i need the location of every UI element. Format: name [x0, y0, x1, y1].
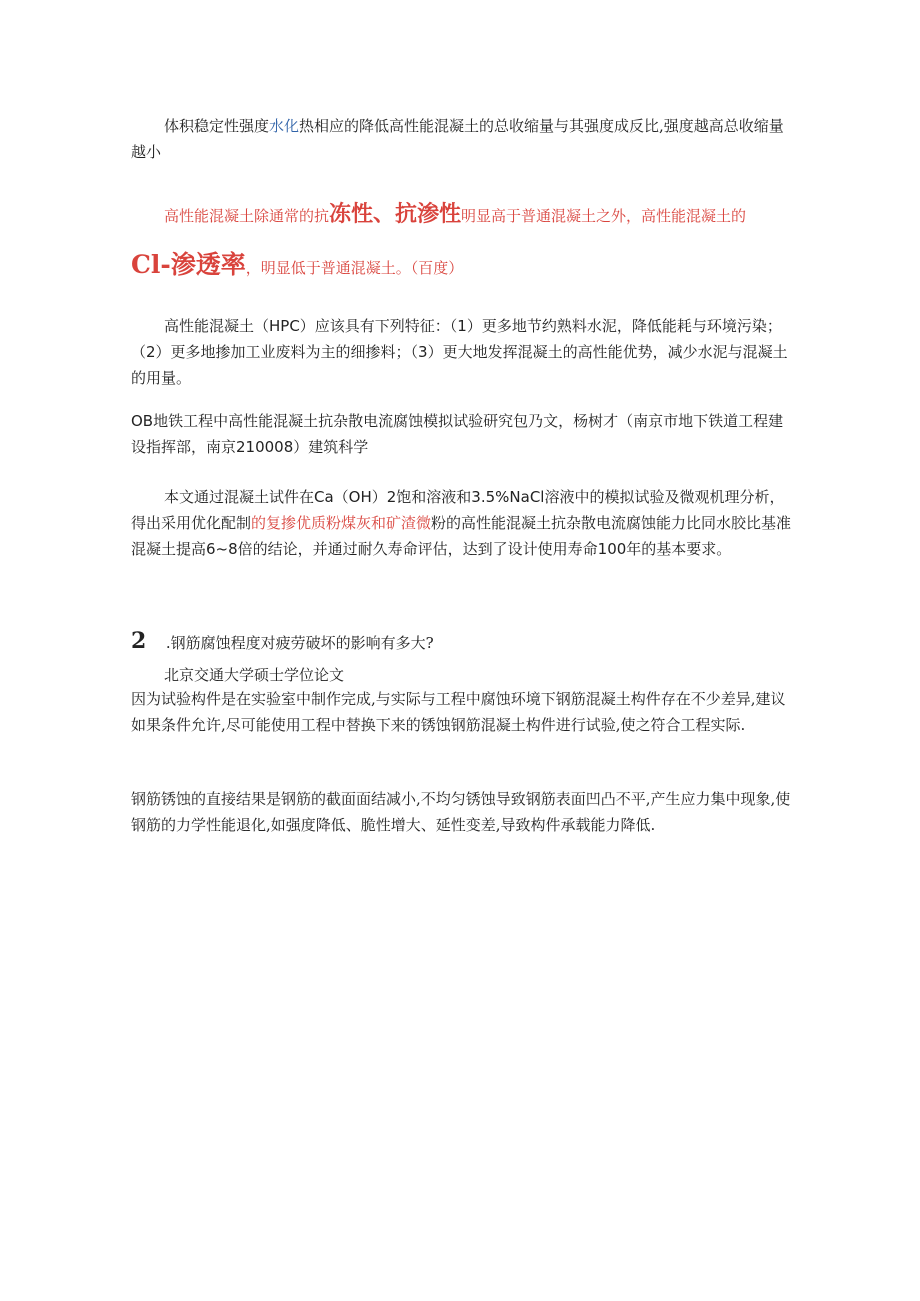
- section-2-heading: [131, 628, 793, 656]
- paragraph-test-components: [131, 686, 793, 738]
- p6-c: 粉的高性能混凝土抗杂散电流腐蚀能力比同水胶比基准混凝土提高6~8倍的结论，并通过耐久寿命评估，达到了设计使用寿命100年的基本要求。: [131, 514, 792, 558]
- source-text: 北京交通大学硕士学位论文: [164, 666, 345, 684]
- section-title: .钢筋腐蚀程度对疲劳破坏的影响有多大?: [165, 634, 434, 652]
- p4-text: 高性能混凝土（HPC）应该具有下列特征：（1）更多地节约熟料水泥，降低能耗与环境污染；（2）更多地掺加工业废料为主的细掺料；（3）更大地发挥混凝土的高性能优势，减少水泥与混凝土的用量。: [131, 317, 788, 387]
- p2-b: 冻性、抗渗性: [329, 202, 462, 227]
- paragraph-reference-citation: [131, 408, 793, 460]
- para2-text: 钢筋锈蚀的直接结果是钢筋的截面面结减小,不均匀锈蚀导致钢筋表面凹凸不平,产生应力集中现象,使钢筋的力学性能退化,如强度降低、脆性增大、延性变差,导致构件承载能力降低.: [131, 790, 791, 834]
- paragraph-simulation-study: [131, 484, 793, 562]
- p3-a: Cl-渗透率: [131, 250, 246, 279]
- paragraph-frost-resistance: [164, 200, 804, 231]
- p6-a: 本文通过混凝土试件在Ca（OH）2饱和溶液和3.5%NaCl溶液中的模拟试验及微观机理分析，得出采用优化配制: [131, 488, 785, 532]
- p1-highlight: 水化: [269, 117, 300, 135]
- p3-b: ，明显低于普通混凝土。（百度）: [245, 259, 464, 277]
- paragraph-hpc-features: [131, 313, 793, 391]
- p2-c: 明显高于普通混凝土之外，高性能混凝土的: [461, 207, 747, 225]
- p1-after: 热相应的降低高性能混凝土的总收缩量与其强度成反比,强度越高总收缩量越小: [131, 117, 784, 161]
- paragraph-chloride-permeability: [131, 250, 793, 283]
- paragraph-rebar-corrosion: [131, 786, 793, 838]
- thesis-source: [164, 662, 826, 688]
- p2-a: 高性能混凝土除通常的抗: [164, 207, 330, 225]
- p6-b: 的复掺优质粉煤灰和矿渣微: [251, 514, 432, 532]
- p5-text: OB地铁工程中高性能混凝土抗杂散电流腐蚀模拟试验研究包乃文，杨树才（南京市地下铁道工程建设指挥部，南京210008）建筑科学: [131, 412, 784, 456]
- section-number: 2: [131, 628, 147, 654]
- p1-before: 体积稳定性强度: [164, 117, 270, 135]
- paragraph-volume-stability: [131, 113, 793, 165]
- para1-text: 因为试验构件是在实验室中制作完成,与实际与工程中腐蚀环境下钢筋混凝土构件存在不少差异,建议如果条件允许,尽可能使用工程中替换下来的锈蚀钢筋混凝土构件进行试验,使之符合工程实际.: [131, 690, 786, 734]
